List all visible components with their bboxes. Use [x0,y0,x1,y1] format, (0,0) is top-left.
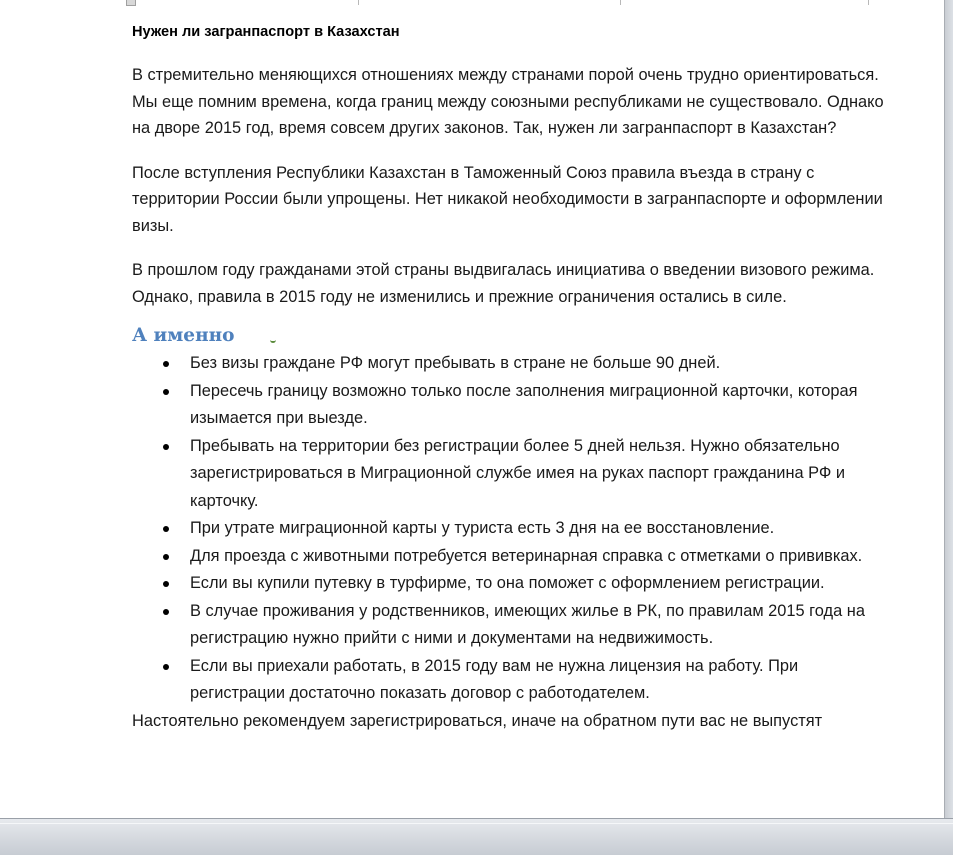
bullet-icon [163,664,169,670]
document-content[interactable] [132,22,892,734]
document-title: Нужен ли загранпаспорт в Казахстан [132,24,400,40]
status-bar-highlight [0,823,953,824]
list-item-text: Для проезда с животными потребуется ветеринарная справка с отметками о прививках. [190,546,863,565]
paragraph-2: После вступления Республики Казахстан в Таможенный Союз правила въезда в страну с территории России были упрощены. Нет никакой необходимости в загранпаспорте и оформлении визы. [132,163,883,235]
list-item [132,543,892,571]
list-item [132,433,892,516]
bullet-icon [163,526,169,532]
list-item-text: Без визы граждане РФ могут пребывать в стране не больше 90 дней. [190,354,721,372]
bullet-icon [163,581,169,587]
list-item [132,598,892,653]
bullet-icon [163,444,169,450]
ruler-tick [620,0,621,5]
ruler-strip [0,0,944,6]
list-item [132,515,892,543]
list-item-text: Если вы приехали работать, в 2015 году вам не нужна лицензия на работу. При регистрации достаточно показать договор с работодателем. [190,656,799,702]
bullet-list [132,350,892,708]
list-item [132,653,892,708]
paragraph-1: В стремительно меняющихся отношениях между странами порой очень трудно ориентироваться. Мы еще помним времена, когда границ между союзными республиками не существовало. Однако на дворе 2015 год, время совсем других законов. Так, нужен ли загранпаспорт в Казахстан? [132,66,884,137]
list-item-text: При утрате миграционной карты у туриста есть 3 дня на ее восстановление. [190,519,775,537]
list-item [132,350,892,378]
list-item [132,378,892,433]
ruler-tick [358,0,359,5]
paragraph-3: В прошлом году гражданами этой страны выдвигалась инициатива о введении визового режима. Однако, правила в 2015 году не изменились и прежние ограничения остались в силе. [132,261,875,306]
grammar-squiggle-icon [270,335,276,343]
list-item-text: Если вы купили путевку в турфирме, то она поможет с оформлением регистрации. [190,574,825,592]
bullet-icon [163,554,169,560]
ruler-tick [868,0,869,5]
bullet-icon [163,361,169,367]
closing-paragraph: Настоятельно рекомендуем зарегистрироваться, иначе на обратном пути вас не выпустят [132,711,823,730]
ruler-indent-marker[interactable] [126,0,136,6]
bullet-icon [163,609,169,615]
list-item [132,570,892,598]
bullet-icon [163,389,169,395]
list-item-text: Пересечь границу возможно только после заполнения миграционной карточки, которая изымается при выезде. [190,381,858,427]
section-subheading: А именно [132,325,235,346]
list-item-text: Пребывать на территории без регистрации более 5 дней нельзя. Нужно обязательно зарегистрироваться в Миграционной службе имея на руках паспорт гражданина РФ и карточку. [190,436,846,510]
status-bar [0,818,953,855]
list-item-text: В случае проживания у родственников, имеющих жилье в РК, по правилам 2015 года на регистрацию нужно прийти с ними и документами на недвижимость. [190,601,865,647]
page-right-edge [944,0,953,818]
